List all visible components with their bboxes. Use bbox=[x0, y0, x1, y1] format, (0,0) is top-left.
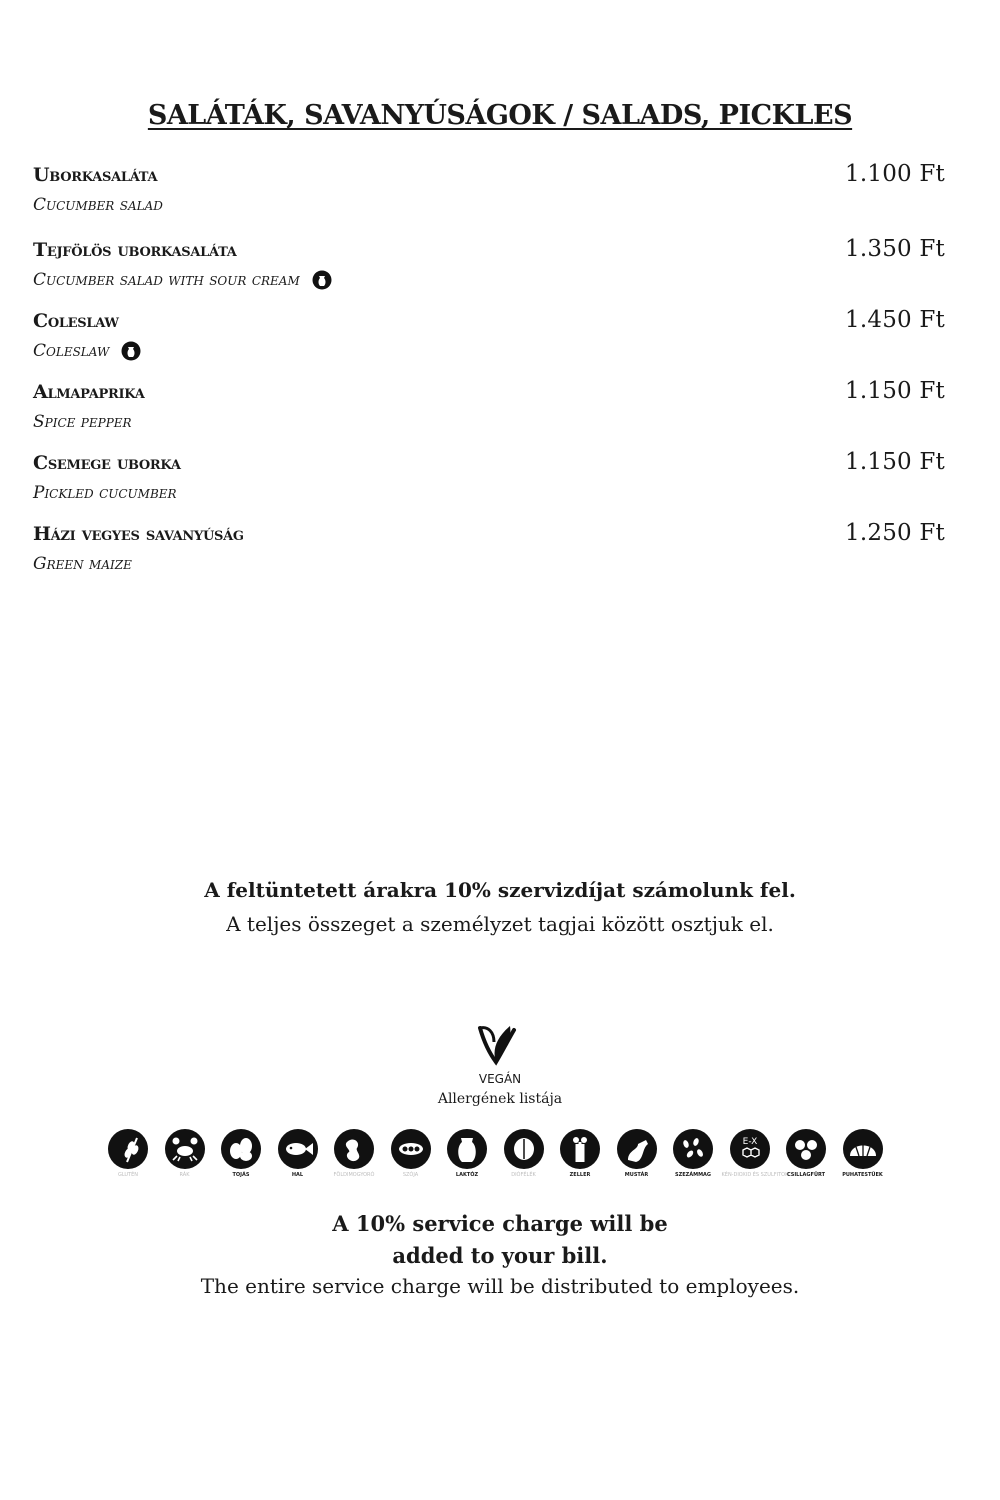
allergen-item bbox=[835, 1128, 891, 1178]
menu-item bbox=[33, 163, 945, 215]
mustard-icon bbox=[616, 1128, 658, 1170]
allergen-list-title: Allergének listája bbox=[437, 1091, 563, 1107]
menu-item-name: Almapaprika bbox=[33, 381, 145, 403]
menu-item-english bbox=[33, 270, 945, 290]
allergen-label: ZELLER bbox=[569, 1172, 591, 1178]
allergen-label: MUSTÁR bbox=[624, 1172, 649, 1178]
menu-item-english bbox=[33, 554, 945, 574]
allergen-label: TOJÁS bbox=[232, 1172, 250, 1178]
sulphite-icon bbox=[729, 1128, 771, 1170]
allergen-label: FÖLDIMOGYORÓ bbox=[333, 1172, 375, 1178]
menu-item bbox=[33, 522, 945, 574]
menu-item-english-name: Cucumber salad with sour cream bbox=[33, 270, 300, 290]
menu-item-name: Uborkasaláta bbox=[33, 164, 158, 186]
shell-icon bbox=[842, 1128, 884, 1170]
service-note-en-line2: added to your bill. bbox=[392, 1243, 608, 1268]
allergen-item bbox=[609, 1128, 665, 1178]
menu-item-english bbox=[33, 483, 945, 503]
allergen-item bbox=[270, 1128, 326, 1178]
allergen-item bbox=[778, 1128, 834, 1178]
menu-item-price: 1.150 Ft bbox=[845, 449, 945, 475]
menu-item-name: Coleslaw bbox=[33, 310, 119, 332]
menu-item-english bbox=[33, 412, 945, 432]
menu-item-english-name: Pickled cucumber bbox=[33, 483, 177, 503]
menu-item-english-name: Coleslaw bbox=[33, 341, 110, 361]
allergen-item bbox=[383, 1128, 439, 1178]
menu-item-price: 1.150 Ft bbox=[845, 378, 945, 404]
allergen-label: DIÓFÉLÉK bbox=[511, 1172, 536, 1178]
allergen-label: PUHATESTŰEK bbox=[842, 1172, 883, 1178]
allergen-label: SZEZÁMMAG bbox=[674, 1172, 712, 1178]
service-note-en-line3: The entire service charge will be distributed to employees. bbox=[200, 1274, 800, 1298]
allergen-label: HAL bbox=[291, 1172, 304, 1178]
nut-icon bbox=[503, 1128, 545, 1170]
menu-item-name: Tejfölös uborkasaláta bbox=[33, 239, 237, 261]
sesame-icon bbox=[672, 1128, 714, 1170]
allergen-legend bbox=[100, 1128, 900, 1198]
allergen-item bbox=[157, 1128, 213, 1178]
crab-icon bbox=[164, 1128, 206, 1170]
menu-item bbox=[33, 238, 945, 290]
allergen-item bbox=[721, 1128, 789, 1178]
soy-icon bbox=[390, 1128, 432, 1170]
fish-icon bbox=[277, 1128, 319, 1170]
svg-text:E-X: E-X bbox=[742, 1137, 757, 1147]
celery-icon bbox=[559, 1128, 601, 1170]
allergen-label: SZÓJA bbox=[402, 1172, 419, 1178]
service-note-en-bold bbox=[0, 1208, 1000, 1272]
allergen-item bbox=[552, 1128, 608, 1178]
allergen-item bbox=[100, 1128, 156, 1178]
menu-item bbox=[33, 451, 945, 503]
allergen-label: CSILLAGFÜRT bbox=[786, 1172, 826, 1178]
menu-item bbox=[33, 309, 945, 361]
service-note-hu-line1: A feltüntetett árakra 10% szervizdíjat számolunk fel. bbox=[204, 878, 796, 902]
allergen-item bbox=[213, 1128, 269, 1178]
menu-item-price: 1.100 Ft bbox=[845, 161, 945, 187]
service-note-en-line1: A 10% service charge will be bbox=[332, 1211, 668, 1236]
wheat-icon bbox=[107, 1128, 149, 1170]
menu-item-name: Csemege uborka bbox=[33, 452, 181, 474]
allergen-item bbox=[439, 1128, 495, 1178]
lactose-icon bbox=[121, 341, 141, 361]
menu-item bbox=[33, 380, 945, 432]
allergen-label: LAKTÓZ bbox=[455, 1172, 479, 1178]
allergen-label: RÁK bbox=[179, 1172, 190, 1178]
allergen-item bbox=[665, 1128, 721, 1178]
milk-jug-icon bbox=[446, 1128, 488, 1170]
lactose-icon bbox=[312, 270, 332, 290]
service-note-hu-line2: A teljes összeget a személyzet tagjai között osztjuk el. bbox=[226, 912, 774, 936]
allergen-item bbox=[496, 1128, 552, 1178]
menu-item-price: 1.250 Ft bbox=[845, 520, 945, 546]
menu-item-price: 1.450 Ft bbox=[845, 307, 945, 333]
vegan-icon bbox=[474, 1020, 520, 1066]
menu-item-english bbox=[33, 341, 945, 361]
vegan-label: VEGÁN bbox=[478, 1072, 522, 1086]
menu-item-english bbox=[33, 195, 945, 215]
allergen-label: GLUTÉN bbox=[117, 1172, 139, 1178]
menu-item-english-name: Cucumber salad bbox=[33, 195, 163, 215]
lupin-icon bbox=[785, 1128, 827, 1170]
allergen-item bbox=[326, 1128, 382, 1178]
egg-icon bbox=[220, 1128, 262, 1170]
menu-item-english-name: Spice pepper bbox=[33, 412, 132, 432]
allergen-label: KÉN-DIOXID ÉS SZULFITOK bbox=[721, 1172, 789, 1178]
menu-item-price: 1.350 Ft bbox=[845, 236, 945, 262]
peanut-icon bbox=[333, 1128, 375, 1170]
page-title: SALÁTÁK, SAVANYÚSÁGOK / SALADS, PICKLES bbox=[147, 100, 853, 131]
menu-item-name: Házi vegyes savanyúság bbox=[33, 523, 244, 545]
menu-item-english-name: Green maize bbox=[33, 554, 132, 574]
